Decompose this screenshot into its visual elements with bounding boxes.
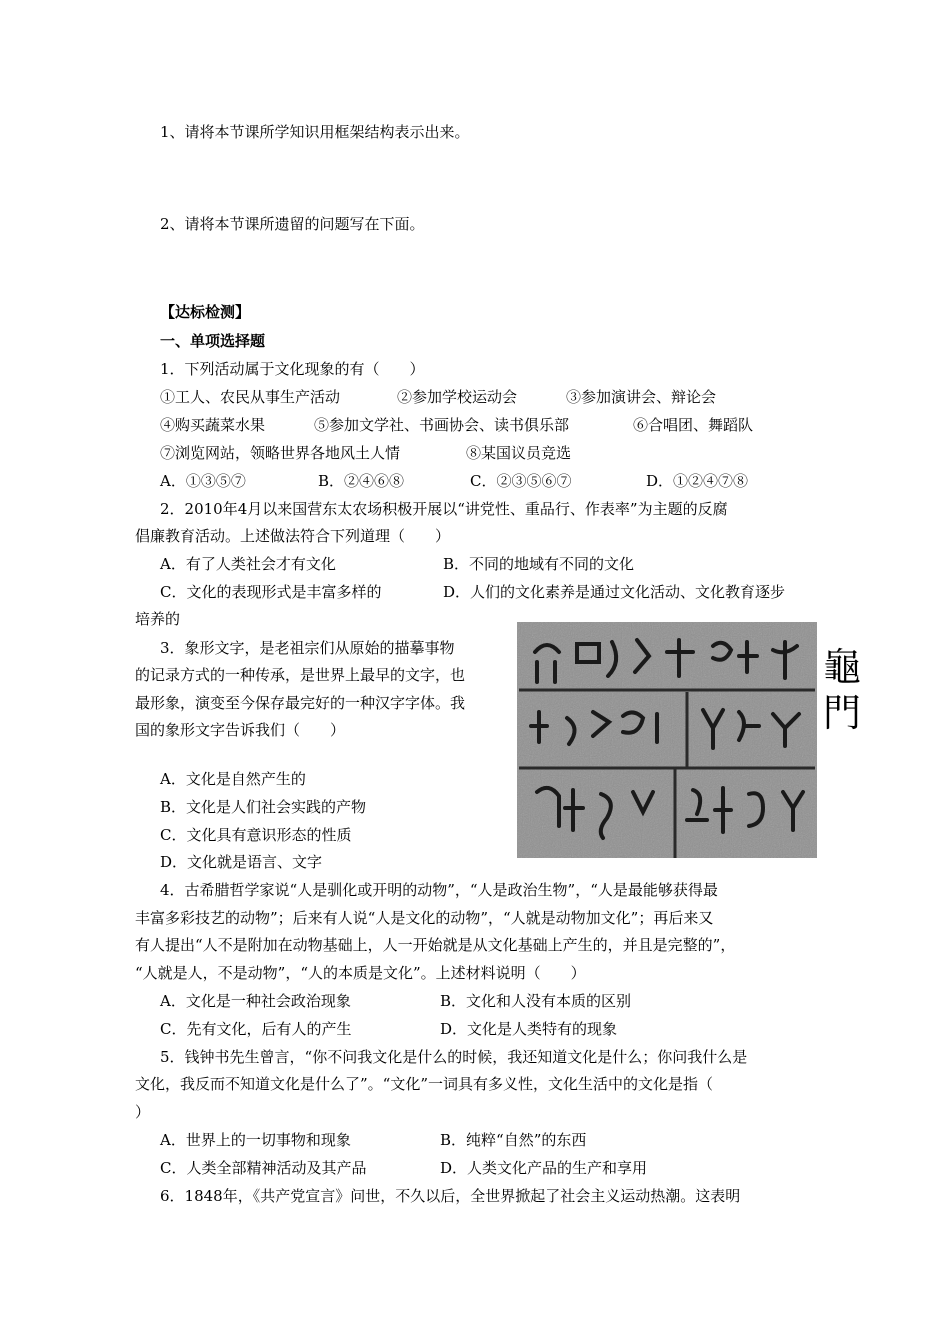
q4-option-a: A．文化是一种社会政治现象	[160, 992, 351, 1010]
q5-stem-line2: 文化，我反而不知道文化是什么了”。“文化”一词具有多义性，文化生活中的文化是指（	[135, 1075, 714, 1093]
q1-item: ⑤参加文学社、书画协会、读书俱乐部	[314, 416, 570, 434]
q3-stem-line1: 3．象形文字，是老祖宗们从原始的描摹事物	[160, 639, 455, 657]
part-title: 一、单项选择题	[160, 332, 266, 350]
q1-item: ①工人、农民从事生产活动	[160, 388, 341, 406]
q5-stem-line3: ）	[135, 1103, 151, 1121]
review-question-1: 1、请将本节课所学知识用框架结构表示出来。	[160, 123, 470, 141]
q3-option-b: B．文化是人们社会实践的产物	[160, 798, 367, 816]
q4-option-d: D．文化是人类特有的现象	[440, 1020, 618, 1038]
q3-stem-line2: 的记录方式的一种传承，是世界上最早的文字，也	[135, 666, 466, 684]
q1-item: ④购买蔬菜水果	[160, 416, 266, 434]
q1-item: ②参加学校运动会	[397, 388, 518, 406]
pictograph-char-2: 門	[823, 691, 862, 735]
review-question-2: 2、请将本节课所遗留的问题写在下面。	[160, 215, 425, 233]
pictograph-char-1: 龜	[823, 645, 862, 689]
q1-item: ⑧某国议员竞选	[466, 444, 572, 462]
q5-stem-line1: 5．钱钟书先生曾言，“你不问我文化是什么的时候，我还知道文化是什么；你问我什么是	[160, 1048, 748, 1066]
pictograph-figure	[517, 622, 867, 858]
q5-option-b: B．纯粹“自然”的东西	[440, 1131, 587, 1149]
q3-option-c: C．文化具有意识形态的性质	[160, 826, 352, 844]
q1-option-a: A．①③⑤⑦	[160, 472, 246, 490]
q1-option-d: D．①②④⑦⑧	[646, 472, 749, 490]
q2-option-d-cont: 培养的	[135, 610, 181, 628]
q2-option-c: C．文化的表现形式是丰富多样的	[160, 583, 382, 601]
q4-option-c: C．先有文化，后有人的产生	[160, 1020, 352, 1038]
q4-stem-line2: 丰富多彩技艺的动物”；后来有人说“人是文化的动物”，“人就是动物加文化”；再后来又	[135, 909, 714, 927]
q5-option-c: C．人类全部精神活动及其产品	[160, 1159, 367, 1177]
q1-option-b: B．②④⑥⑧	[318, 472, 405, 490]
q1-item: ③参加演讲会、辩论会	[566, 388, 717, 406]
q4-stem-line3: 有人提出“人不是附加在动物基础上，人一开始就是从文化基础上产生的，并且是完整的”，	[135, 936, 736, 954]
q2-option-d: D．人们的文化素养是通过文化活动、文化教育逐步	[443, 583, 786, 601]
q2-option-b: B．不同的地域有不同的文化	[443, 555, 635, 573]
q1-item: ⑦浏览网站，领略世界各地风土人情	[160, 444, 401, 462]
q2-option-a: A．有了人类社会才有文化	[160, 555, 336, 573]
q6-stem-line1: 6．1848年，《共产党宣言》问世，不久以后，全世界掀起了社会主义运动热潮。这表明	[160, 1187, 741, 1205]
q1-item: ⑥合唱团、舞蹈队	[633, 416, 754, 434]
pictograph-image	[517, 622, 867, 858]
q3-option-a: A．文化是自然产生的	[160, 770, 306, 788]
q3-option-d: D．文化就是语言、文字	[160, 853, 323, 871]
q4-option-b: B．文化和人没有本质的区别	[440, 992, 632, 1010]
q1-option-c: C．②③⑤⑥⑦	[470, 472, 572, 490]
q2-stem-line1: 2．2010年4月以来国营东太农场积极开展以“讲党性、重品行、作表率”为主题的反腐	[160, 500, 728, 518]
q4-stem-line1: 4．古希腊哲学家说“人是驯化或开明的动物”，“人是政治生物”，“人是最能够获得最	[160, 881, 718, 899]
q3-stem-line3: 最形象，演变至今保存最完好的一种汉字字体。我	[135, 694, 466, 712]
q1-stem: 1．下列活动属于文化现象的有（ ）	[160, 360, 425, 378]
q4-stem-line4: “人就是人，不是动物”，“人的本质是文化”。上述材料说明（ ）	[135, 964, 586, 982]
q3-stem-line4: 国的象形文字告诉我们（ ）	[135, 721, 346, 739]
q5-option-d: D．人类文化产品的生产和享用	[440, 1159, 648, 1177]
section-title: 【达标检测】	[160, 303, 251, 321]
q5-option-a: A．世界上的一切事物和现象	[160, 1131, 351, 1149]
q2-stem-line2: 倡廉教育活动。上述做法符合下列道理（ ）	[135, 527, 451, 545]
